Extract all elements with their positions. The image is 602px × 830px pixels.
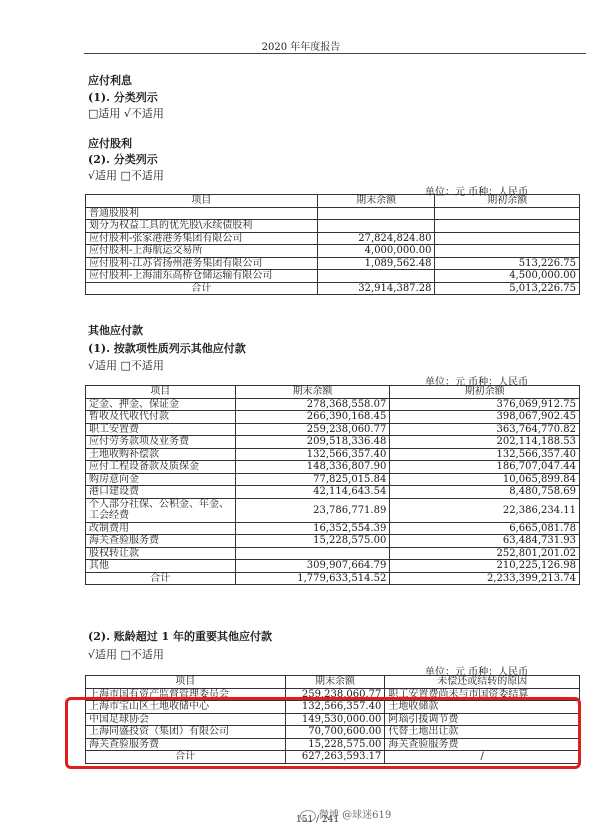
table-cell: 应付劳务款项及业务费 xyxy=(86,436,236,449)
table-cell: 5,013,226.75 xyxy=(435,282,580,295)
header-rule xyxy=(84,53,586,54)
table-cell: 186,707,047.44 xyxy=(390,461,580,474)
table-cell: 个人部分社保、公积金、年金、工会经费 xyxy=(86,498,236,522)
table-row xyxy=(86,411,580,424)
column-header: 期初余额 xyxy=(390,386,580,399)
interest-heading: 应付利息 xyxy=(88,74,132,87)
table-cell: 海关查验服务费 xyxy=(86,535,236,548)
table-cell: 合计 xyxy=(86,282,318,295)
table-cell: 376,069,912.75 xyxy=(390,398,580,411)
table-cell: 32,914,387.28 xyxy=(317,282,435,295)
dividends-table xyxy=(85,194,580,295)
table-cell xyxy=(235,547,390,560)
table-cell: 6,665,081.78 xyxy=(390,522,580,535)
table-row xyxy=(86,245,580,258)
table-header-row xyxy=(86,386,580,399)
table-cell: 132,566,357.40 xyxy=(285,701,385,714)
table-row xyxy=(86,448,580,461)
table-cell: 8,480,758.69 xyxy=(390,486,580,499)
column-header: 期末余额 xyxy=(317,195,435,208)
table-cell: 应付股利-江苏省扬州港务集团有限公司 xyxy=(86,257,318,270)
table-cell: 海关查验服务费 xyxy=(86,738,286,751)
table-row xyxy=(86,423,580,436)
table-cell: 259,238,060.77 xyxy=(285,688,385,701)
dividends-heading: 应付股利 xyxy=(88,137,132,150)
table-cell: 23,786,771.89 xyxy=(235,498,390,522)
table-cell: 职工安置费尚未与市国资委结算 xyxy=(385,688,580,701)
table-cell: 27,824,824.80 xyxy=(317,232,435,245)
table-row xyxy=(86,547,580,560)
table-cell: 363,764,770.82 xyxy=(390,423,580,436)
table-cell: 应付股利-上海航运交易所 xyxy=(86,245,318,258)
table-cell: 上海市国有资产监督管理委员会 xyxy=(86,688,286,701)
table-cell: 土地收购补偿款 xyxy=(86,448,236,461)
table-cell: 中国足球协会 xyxy=(86,713,286,726)
table-cell: 513,226.75 xyxy=(435,257,580,270)
table-cell: 1,089,562.48 xyxy=(317,257,435,270)
table-row xyxy=(86,282,580,295)
report-header-title: 2020 年年度报告 xyxy=(261,42,341,53)
table-cell: / xyxy=(385,751,580,764)
other-payables-applicable: √适用 □不适用 xyxy=(88,359,164,372)
table-cell: 暂收及代收代付款 xyxy=(86,411,236,424)
table-cell: 70,700,600.00 xyxy=(285,726,385,739)
table-row xyxy=(86,207,580,220)
table-cell: 职工安置费 xyxy=(86,423,236,436)
table-cell: 148,336,807.90 xyxy=(235,461,390,474)
other-payables-unit: 单位：元 币种：人民币 xyxy=(425,377,529,388)
highlight-box xyxy=(65,697,581,769)
table-cell: 上海同盛投资（集团）有限公司 xyxy=(86,726,286,739)
table-cell: 42,114,643.54 xyxy=(235,486,390,499)
table-header-row xyxy=(86,195,580,208)
table-cell: 15,228,575.00 xyxy=(285,738,385,751)
table-row xyxy=(86,232,580,245)
table-cell: 股权转让款 xyxy=(86,547,236,560)
column-header: 期初余额 xyxy=(435,195,580,208)
column-header: 期末余额 xyxy=(285,676,385,689)
table-cell: 1,779,633,514.52 xyxy=(235,572,390,585)
table-cell: 63,484,731.93 xyxy=(390,535,580,548)
table-cell: 阿瑙引援调节费 xyxy=(385,713,580,726)
other-payables-table xyxy=(85,385,580,585)
table-cell: 22,386,234.11 xyxy=(390,498,580,522)
table-cell: 266,390,168.45 xyxy=(235,411,390,424)
table-cell: 309,907,664.79 xyxy=(235,560,390,573)
aged-payables-subheading: (2). 账龄超过 1 年的重要其他应付款 xyxy=(88,630,273,643)
table-cell: 2,233,399,213.74 xyxy=(390,572,580,585)
table-cell: 209,518,336.48 xyxy=(235,436,390,449)
table-cell: 10,065,899.84 xyxy=(390,473,580,486)
table-cell: 合计 xyxy=(86,751,286,764)
watermark-text: 微博 @球迷619 xyxy=(319,810,392,821)
column-header: 项目 xyxy=(86,676,286,689)
table-row xyxy=(86,486,580,499)
table-row xyxy=(86,270,580,283)
table-cell: 398,067,902.45 xyxy=(390,411,580,424)
column-header: 项目 xyxy=(86,386,236,399)
table-cell: 4,000,000.00 xyxy=(317,245,435,258)
table-cell xyxy=(435,245,580,258)
table-cell: 278,368,558.07 xyxy=(235,398,390,411)
table-cell: 其他 xyxy=(86,560,236,573)
table-cell: 132,566,357.40 xyxy=(235,448,390,461)
table-row xyxy=(86,522,580,535)
table-cell xyxy=(435,220,580,233)
table-cell: 划分为权益工具的优先股\永续债股利 xyxy=(86,220,318,233)
table-cell: 定金、押金、保证金 xyxy=(86,398,236,411)
page-number: 151 / 241 xyxy=(296,815,340,825)
table-cell: 应付股利-上海浦东高桥仓储运输有限公司 xyxy=(86,270,318,283)
table-cell: 购房意向金 xyxy=(86,473,236,486)
table-cell xyxy=(317,207,435,220)
interest-subheading: (1). 分类列示 xyxy=(88,91,158,104)
table-cell: 210,225,126.98 xyxy=(390,560,580,573)
table-cell: 改制费用 xyxy=(86,522,236,535)
other-payables-subheading: (1). 按款项性质列示其他应付款 xyxy=(88,342,246,355)
aged-payables-applicable: √适用 □不适用 xyxy=(88,648,164,661)
table-cell: 149,530,000.00 xyxy=(285,713,385,726)
table-cell xyxy=(435,207,580,220)
table-cell: 259,238,060.77 xyxy=(235,423,390,436)
table-row xyxy=(86,473,580,486)
interest-applicable: □适用 √不适用 xyxy=(88,107,164,120)
table-row xyxy=(86,220,580,233)
table-cell: 627,263,593.17 xyxy=(285,751,385,764)
other-payables-heading: 其他应付款 xyxy=(88,324,143,337)
table-cell: 土地收储款 xyxy=(385,701,580,714)
table-cell: 15,228,575.00 xyxy=(235,535,390,548)
table-header-row xyxy=(86,676,580,689)
table-cell: 代替土地出让款 xyxy=(385,726,580,739)
table-cell: 132,566,357.40 xyxy=(390,448,580,461)
dividends-applicable: √适用 □不适用 xyxy=(88,169,164,182)
table-cell: 海关查验服务费 xyxy=(385,738,580,751)
table-cell: 202,114,188.53 xyxy=(390,436,580,449)
table-cell xyxy=(317,270,435,283)
table-cell: 普通股股利 xyxy=(86,207,318,220)
table-row xyxy=(86,436,580,449)
column-header: 未偿还或结转的原因 xyxy=(385,676,580,689)
table-cell: 77,825,015.84 xyxy=(235,473,390,486)
dividends-subheading: (2). 分类列示 xyxy=(88,153,158,166)
column-header: 项目 xyxy=(86,195,318,208)
table-cell: 港口建设费 xyxy=(86,486,236,499)
table-row xyxy=(86,257,580,270)
table-row xyxy=(86,572,580,585)
table-cell: 应付工程设备款及质保金 xyxy=(86,461,236,474)
table-cell xyxy=(435,232,580,245)
column-header: 期末余额 xyxy=(235,386,390,399)
table-cell: 应付股利-张家港港务集团有限公司 xyxy=(86,232,318,245)
table-cell xyxy=(317,220,435,233)
table-cell: 4,500,000.00 xyxy=(435,270,580,283)
aged-payables-unit: 单位：元 币种：人民币 xyxy=(425,667,529,678)
table-cell: 252,801,201.02 xyxy=(390,547,580,560)
dividends-unit: 单位：元 币种：人民币 xyxy=(425,187,529,198)
table-row xyxy=(86,498,580,522)
table-cell: 合计 xyxy=(86,572,236,585)
table-cell: 16,352,554.39 xyxy=(235,522,390,535)
table-row xyxy=(86,535,580,548)
table-row xyxy=(86,461,580,474)
table-cell: 上海市宝山区土地收储中心 xyxy=(86,701,286,714)
table-row xyxy=(86,560,580,573)
table-row xyxy=(86,398,580,411)
